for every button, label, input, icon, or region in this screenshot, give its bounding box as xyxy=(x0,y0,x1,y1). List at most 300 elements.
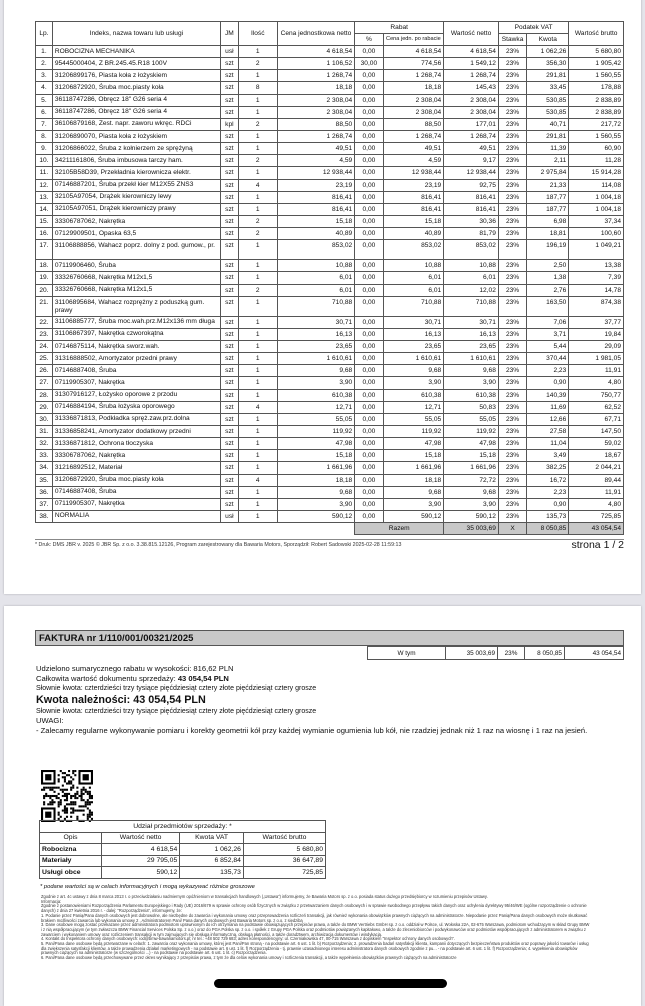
row-discount-price: 18,18 xyxy=(383,82,444,94)
table-row xyxy=(36,118,624,130)
totals-gross: 43 054,54 xyxy=(569,523,624,535)
row-name: 31106867397, Nakrętka czworokątna xyxy=(52,328,220,340)
row-lp: 9. xyxy=(36,143,53,155)
row-lp: 33. xyxy=(36,450,53,462)
row-lp: 8. xyxy=(36,130,53,142)
row-name: 31307916127, Łożysko oporowe z przodu xyxy=(52,389,220,401)
row-discount-price: 12 938,44 xyxy=(383,167,444,179)
col-net-value: Wartość netto xyxy=(444,22,499,46)
row-net: 9,68 xyxy=(444,365,499,377)
table-row xyxy=(36,130,624,142)
table-row xyxy=(36,438,624,450)
row-jm: szt xyxy=(220,70,238,82)
share-gross: 725,85 xyxy=(243,867,325,879)
row-vat: 1 062,26 xyxy=(527,46,569,58)
row-unit-price: 49,51 xyxy=(277,143,355,155)
row-discount-pct: 0,00 xyxy=(355,155,383,167)
row-vat-rate: 23% xyxy=(498,353,526,365)
row-name: 32105A97051, Drążek kierowniczy prawy xyxy=(52,203,220,215)
row-unit-price: 30,71 xyxy=(277,316,355,328)
row-discount-pct: 0,00 xyxy=(355,462,383,474)
row-discount-pct: 0,00 xyxy=(355,203,383,215)
row-lp: 16. xyxy=(36,228,53,240)
row-discount-pct: 0,00 xyxy=(355,272,383,284)
share-row xyxy=(40,844,326,856)
row-name: 33306787062, Nakrętka xyxy=(52,450,220,462)
row-vat-rate: 23% xyxy=(498,203,526,215)
row-name: 32105A97054, Drążek kierowniczy lewy xyxy=(52,191,220,203)
row-lp: 10. xyxy=(36,155,53,167)
row-discount-price: 9,68 xyxy=(383,486,444,498)
row-jm: szt xyxy=(220,203,238,215)
col-unit-price: Cena jednostkowa netto xyxy=(277,22,355,46)
row-net: 3,90 xyxy=(444,377,499,389)
row-qty: 1 xyxy=(238,486,277,498)
page-number: strona 1 / 2 xyxy=(571,539,624,551)
row-lp: 6. xyxy=(36,106,53,118)
row-qty: 1 xyxy=(238,377,277,389)
row-jm: szt xyxy=(220,340,238,352)
row-discount-pct: 0,00 xyxy=(355,191,383,203)
share-col-net: Wartość netto xyxy=(102,832,180,844)
row-jm: szt xyxy=(220,353,238,365)
row-lp: 4. xyxy=(36,82,53,94)
share-vat: 1 062,26 xyxy=(180,844,244,856)
row-gross: 11,28 xyxy=(569,155,624,167)
row-vat-rate: 23% xyxy=(498,498,526,510)
row-jm: szt xyxy=(220,377,238,389)
row-vat-rate: 23% xyxy=(498,260,526,272)
row-lp: 19. xyxy=(36,272,53,284)
row-jm: szt xyxy=(220,316,238,328)
row-vat-rate: 23% xyxy=(498,155,526,167)
row-qty: 1 xyxy=(238,438,277,450)
row-name: 31216892512, Materiał xyxy=(52,462,220,474)
row-vat-rate: 23% xyxy=(498,228,526,240)
row-discount-price: 55,05 xyxy=(383,413,444,425)
row-vat-rate: 23% xyxy=(498,167,526,179)
row-qty: 4 xyxy=(238,474,277,486)
col-vat-rate: Stawka xyxy=(498,34,526,46)
row-name: 33306787062, Nakrętka xyxy=(52,215,220,227)
share-col-vat: Kwota VAT xyxy=(180,832,244,844)
row-unit-price: 23,65 xyxy=(277,340,355,352)
table-row xyxy=(36,240,624,260)
row-qty: 1 xyxy=(238,203,277,215)
row-qty: 2 xyxy=(238,284,277,296)
row-name: ROBOCIZNA MECHANIKA xyxy=(52,46,220,58)
row-discount-price: 10,88 xyxy=(383,260,444,272)
row-qty: 1 xyxy=(238,70,277,82)
amount-in-words-1: Słownie kwota: czterdzieści trzy tysiące pięćdziesiąt cztery złote pięćdziesiąt cztery grosze xyxy=(36,685,317,692)
table-row xyxy=(36,155,624,167)
row-name: 36118747286, Obręcz 18" G26 seria 4 xyxy=(52,106,220,118)
row-discount-pct: 0,00 xyxy=(355,389,383,401)
row-discount-price: 47,98 xyxy=(383,438,444,450)
share-row xyxy=(40,867,326,879)
row-discount-pct: 0,00 xyxy=(355,94,383,106)
row-gross: 37,77 xyxy=(569,316,624,328)
table-row xyxy=(36,215,624,227)
share-col-gross: Wartość brutto xyxy=(243,832,325,844)
table-row xyxy=(36,413,624,425)
row-qty: 1 xyxy=(238,46,277,58)
row-vat-rate: 23% xyxy=(498,401,526,413)
row-vat: 5,44 xyxy=(527,340,569,352)
fine-print-paragraph: 1. Podanie przez Panią/Pana danych osobowych jest dobrowolne, ale niezbędne do zawarcia i wykonania umowy oraz przeprowadzenia rozliczeń transakcji, jak również wykonania obowiązków prawnych ciążących na administratorze. Niepodanie przez Panią/Pana danych osobowych może skutkować brakiem możliwości zawarcia lub wykonania umowy 2 . Administratorem Pani/ Pana danych osobowych jest Bawaria Motors sp. z o.o. z siedzibą xyxy=(41,912,588,923)
table-row xyxy=(36,70,624,82)
row-vat-rate: 23% xyxy=(498,316,526,328)
row-unit-price: 3,90 xyxy=(277,498,355,510)
row-qty: 2 xyxy=(238,58,277,70)
row-lp: 17. xyxy=(36,240,53,260)
row-qty: 1 xyxy=(238,498,277,510)
row-vat: 12,66 xyxy=(527,413,569,425)
row-net: 3,90 xyxy=(444,498,499,510)
row-discount-price: 12,71 xyxy=(383,401,444,413)
row-lp: 26. xyxy=(36,365,53,377)
row-lp: 35. xyxy=(36,474,53,486)
row-qty: 1 xyxy=(238,143,277,155)
row-unit-price: 15,18 xyxy=(277,215,355,227)
row-lp: 5. xyxy=(36,94,53,106)
row-name: 07146887408, Śruba xyxy=(52,486,220,498)
row-unit-price: 4 618,54 xyxy=(277,46,355,58)
row-qty: 1 xyxy=(238,260,277,272)
payment-summary xyxy=(36,664,616,736)
vat-summary-rate: 23% xyxy=(498,647,525,660)
fine-print-paragraph: 5. Pani/Pana dane osobowe będą przetwarzane w celach: 1. zawarcia oraz wykonania umowy, której jest Pani/Pan stroną - na podstawie art. 6 ust. 1 lit. b) Rozporządzenia; 2. prowadzenia badań satysfakcji klienta, kampanii dotyczących bezpieczeństwa produktów oraz poprawy jakości towarów i usług dla zwiększenia satysfakcji klientów, a także prowadzenia działań marketingowych - na podstawie art. 6 ust. 1 lit. f) Rozporządzenia - tj. prawnie uzasadnionego interesu administratora danych osobowych zgodnie z pu... - na podstawie art. 6 ust. 1 lit. f) Rozporządzenia; 4. wypełnienia obowiązków prawnych ciążących na administratorze (w szczególności ...) - na podstawie na podstawie art. 6 ust. 1 lit. c) Rozporządzenia. xyxy=(41,941,589,956)
row-discount-pct: 0,00 xyxy=(355,82,383,94)
row-vat: 2,50 xyxy=(527,260,569,272)
row-name: 07146887201, Śruba przekł kier M12X55 ZNS3 xyxy=(52,179,220,191)
table-row xyxy=(36,191,624,203)
row-lp: 3. xyxy=(36,70,53,82)
row-name: NORMALIA xyxy=(52,510,220,522)
table-row xyxy=(36,462,624,474)
row-unit-price: 47,98 xyxy=(277,438,355,450)
row-qty: 1 xyxy=(238,450,277,462)
row-net: 92,75 xyxy=(444,179,499,191)
row-unit-price: 1 610,61 xyxy=(277,353,355,365)
row-name: 07119906460, Śruba xyxy=(52,260,220,272)
row-vat: 33,45 xyxy=(527,82,569,94)
row-gross: 18,67 xyxy=(569,450,624,462)
row-name: 36106879168, Zest. napr. zaworu wkręc. RDCi xyxy=(52,118,220,130)
row-vat: 291,81 xyxy=(527,70,569,82)
row-name: 31206872920, Śruba moc.piasty koła xyxy=(52,82,220,94)
row-jm: usł xyxy=(220,46,238,58)
row-vat: 16,72 xyxy=(527,474,569,486)
row-discount-pct: 0,00 xyxy=(355,179,383,191)
row-vat: 530,85 xyxy=(527,106,569,118)
row-lp: 11. xyxy=(36,167,53,179)
row-gross: 4,80 xyxy=(569,377,624,389)
row-vat: 3,71 xyxy=(527,328,569,340)
row-vat-rate: 23% xyxy=(498,284,526,296)
row-name: 32105B58D39, Przekładnia kierownicza elektr. xyxy=(52,167,220,179)
row-vat-rate: 23% xyxy=(498,296,526,316)
col-qty: Ilość xyxy=(238,22,277,46)
col-gross-value: Wartość brutto xyxy=(569,22,624,46)
row-gross: 59,02 xyxy=(569,438,624,450)
row-gross: 2 044,21 xyxy=(569,462,624,474)
row-vat: 21,33 xyxy=(527,179,569,191)
row-vat-rate: 23% xyxy=(498,377,526,389)
row-name: 31206872920, Śruba moc.piasty koła xyxy=(52,474,220,486)
row-qty: 1 xyxy=(238,425,277,437)
row-gross: 11,91 xyxy=(569,365,624,377)
row-qty: 2 xyxy=(238,155,277,167)
row-discount-pct: 0,00 xyxy=(355,143,383,155)
row-discount-price: 30,71 xyxy=(383,316,444,328)
row-unit-price: 710,88 xyxy=(277,296,355,316)
row-discount-pct: 0,00 xyxy=(355,260,383,272)
row-unit-price: 119,92 xyxy=(277,425,355,437)
row-discount-pct: 0,00 xyxy=(355,486,383,498)
row-vat: 356,30 xyxy=(527,58,569,70)
row-jm: szt xyxy=(220,413,238,425)
row-net: 177,01 xyxy=(444,118,499,130)
row-gross: 1 981,05 xyxy=(569,353,624,365)
row-net: 50,83 xyxy=(444,401,499,413)
table-row xyxy=(36,401,624,413)
row-net: 16,13 xyxy=(444,328,499,340)
row-net: 12,02 xyxy=(444,284,499,296)
row-jm: szt xyxy=(220,215,238,227)
share-desc: Materiały xyxy=(40,855,102,867)
table-row xyxy=(36,228,624,240)
row-qty: 1 xyxy=(238,240,277,260)
table-row xyxy=(36,167,624,179)
row-vat-rate: 23% xyxy=(498,82,526,94)
row-discount-price: 15,18 xyxy=(383,215,444,227)
row-jm: szt xyxy=(220,179,238,191)
row-vat-rate: 23% xyxy=(498,438,526,450)
share-vat: 6 852,84 xyxy=(180,855,244,867)
row-lp: 31. xyxy=(36,425,53,437)
row-gross: 178,88 xyxy=(569,82,624,94)
amount-due: Kwota należności: 43 054,54 PLN xyxy=(36,694,206,706)
row-jm: szt xyxy=(220,284,238,296)
row-discount-price: 4 618,54 xyxy=(383,46,444,58)
row-net: 72,72 xyxy=(444,474,499,486)
share-col-desc: Opis xyxy=(40,832,102,844)
row-lp: 29. xyxy=(36,401,53,413)
table-row xyxy=(36,143,624,155)
row-discount-price: 40,89 xyxy=(383,228,444,240)
row-net: 4 618,54 xyxy=(444,46,499,58)
row-name: 34211161806, Śruba imbusowa tarczy ham. xyxy=(52,155,220,167)
row-lp: 25. xyxy=(36,353,53,365)
row-name: 31106895684, Wahacz rozprężny z poduszką gum. prawy xyxy=(52,296,220,316)
row-vat: 40,71 xyxy=(527,118,569,130)
row-unit-price: 18,18 xyxy=(277,474,355,486)
row-discount-pct: 0,00 xyxy=(355,46,383,58)
row-name: 31106888856, Wahacz poprz. dolny z pod. gumow., pr. xyxy=(52,240,220,260)
row-unit-price: 10,88 xyxy=(277,260,355,272)
row-lp: 22. xyxy=(36,316,53,328)
row-jm: szt xyxy=(220,389,238,401)
row-gross: 1 560,55 xyxy=(569,130,624,142)
row-gross: 7,39 xyxy=(569,272,624,284)
row-jm: szt xyxy=(220,130,238,142)
row-name: 31336858241, Amortyzator dodatkowy przedni xyxy=(52,425,220,437)
row-discount-pct: 0,00 xyxy=(355,284,383,296)
row-name: 07119905307, Nakrętka xyxy=(52,498,220,510)
row-vat: 187,77 xyxy=(527,203,569,215)
row-net: 1 268,74 xyxy=(444,130,499,142)
row-vat-rate: 23% xyxy=(498,106,526,118)
col-lp: Lp. xyxy=(36,22,53,46)
row-vat-rate: 23% xyxy=(498,240,526,260)
row-jm: szt xyxy=(220,486,238,498)
row-lp: 30. xyxy=(36,413,53,425)
row-unit-price: 12 938,44 xyxy=(277,167,355,179)
invoice-page-2 xyxy=(4,606,641,1006)
col-vat-group: Podatek VAT xyxy=(498,22,568,34)
col-discount-group: Rabat xyxy=(355,22,444,34)
row-vat-rate: 23% xyxy=(498,510,526,522)
row-vat: 291,81 xyxy=(527,130,569,142)
vat-summary-label: W tym xyxy=(368,647,446,660)
row-name: 33326760668, Nakrętka M12x1,5 xyxy=(52,272,220,284)
row-gross: 114,08 xyxy=(569,179,624,191)
totals-row xyxy=(36,523,624,535)
vat-summary-table xyxy=(367,646,624,660)
table-row xyxy=(36,389,624,401)
row-discount-pct: 0,00 xyxy=(355,240,383,260)
row-unit-price: 12,71 xyxy=(277,401,355,413)
row-vat: 11,69 xyxy=(527,401,569,413)
row-gross: 5 680,80 xyxy=(569,46,624,58)
row-discount-pct: 0,00 xyxy=(355,401,383,413)
row-lp: 36. xyxy=(36,486,53,498)
row-net: 55,05 xyxy=(444,413,499,425)
row-gross: 62,52 xyxy=(569,401,624,413)
totals-vat: 8 050,85 xyxy=(527,523,569,535)
row-jm: szt xyxy=(220,228,238,240)
row-lp: 20. xyxy=(36,284,53,296)
sales-share-caption: Udział przedmiotów sprzedaży: * xyxy=(40,821,326,833)
row-lp: 38. xyxy=(36,510,53,522)
row-unit-price: 1 106,52 xyxy=(277,58,355,70)
row-name: 07119905307, Nakrętka xyxy=(52,377,220,389)
row-qty: 1 xyxy=(238,167,277,179)
row-discount-price: 1 610,61 xyxy=(383,353,444,365)
row-lp: 15. xyxy=(36,215,53,227)
row-vat-rate: 23% xyxy=(498,365,526,377)
sales-share-table xyxy=(39,820,326,879)
row-discount-pct: 0,00 xyxy=(355,425,383,437)
row-discount-price: 1 661,96 xyxy=(383,462,444,474)
row-qty: 1 xyxy=(238,462,277,474)
table-row xyxy=(36,486,624,498)
row-vat: 196,19 xyxy=(527,240,569,260)
row-net: 6,01 xyxy=(444,272,499,284)
row-gross: 67,71 xyxy=(569,413,624,425)
table-row xyxy=(36,365,624,377)
share-gross: 36 647,89 xyxy=(243,855,325,867)
row-discount-pct: 0,00 xyxy=(355,365,383,377)
row-net: 23,65 xyxy=(444,340,499,352)
row-vat-rate: 23% xyxy=(498,130,526,142)
row-discount-price: 119,92 xyxy=(383,425,444,437)
row-vat: 27,58 xyxy=(527,425,569,437)
row-gross: 725,85 xyxy=(569,510,624,522)
table-row xyxy=(36,179,624,191)
row-name: 36118747286, Obręcz 18" G26 seria 4 xyxy=(52,94,220,106)
row-qty: 1 xyxy=(238,191,277,203)
row-vat: 135,73 xyxy=(527,510,569,522)
row-vat: 2,76 xyxy=(527,284,569,296)
row-qty: 1 xyxy=(238,316,277,328)
row-vat-rate: 23% xyxy=(498,215,526,227)
row-unit-price: 16,13 xyxy=(277,328,355,340)
row-name: 07146884194, Śruba łożyska oporowego xyxy=(52,401,220,413)
row-vat-rate: 23% xyxy=(498,389,526,401)
row-discount-price: 3,90 xyxy=(383,498,444,510)
row-jm: szt xyxy=(220,450,238,462)
row-qty: 1 xyxy=(238,340,277,352)
row-jm: szt xyxy=(220,82,238,94)
row-net: 1 661,96 xyxy=(444,462,499,474)
row-jm: szt xyxy=(220,401,238,413)
share-row xyxy=(40,855,326,867)
row-unit-price: 23,19 xyxy=(277,179,355,191)
row-gross: 19,84 xyxy=(569,328,624,340)
row-unit-price: 853,02 xyxy=(277,240,355,260)
row-jm: szt xyxy=(220,240,238,260)
row-discount-pct: 0,00 xyxy=(355,316,383,328)
table-row xyxy=(36,296,624,316)
fine-print-paragraph: 3. Dane osobowe mogą zostać przekazane przez administratora podmiotom uprawnionym do ich otrzymania na podstawie obowiązujących przepisów prawa, a także do BMW Vertriebs GmbH sp. z o.o. oddział w Polsce, ul. Wołoska 22A, 02-675 Warszawa, podmiotom wchodzącym w skład Grupy BMW i z nią współpracującym (w tym zwłaszcza BMW Financial Services Polska Sp. z o.o.) oraz do PGA Polska sp. z o.o. i spółek z Grupy PGA Polska oraz podmiotów powiązanych kapitałowo, a także do zleceniobiorców i podwykonawców oraz podmiotów współpracujących z administratorem w związku z zawarciem i wykonaniem umowy oraz rozliczeniem transakcji w tym zajmujących się obsługą informatyczną, obsługą płatności, a także doradztwem, archiwizacją dokumentów i windykacją. xyxy=(41,922,590,937)
row-jm: szt xyxy=(220,58,238,70)
row-vat-rate: 23% xyxy=(498,118,526,130)
vat-summary-gross: 43 054,54 xyxy=(565,647,624,660)
table-row xyxy=(36,510,624,522)
row-discount-price: 6,01 xyxy=(383,272,444,284)
row-qty: 1 xyxy=(238,106,277,118)
row-jm: szt xyxy=(220,425,238,437)
row-gross: 37,34 xyxy=(569,215,624,227)
total-document-label: Całkowita wartość dokumentu sprzedaży: xyxy=(36,674,178,683)
row-vat: 0,90 xyxy=(527,498,569,510)
row-net: 1 268,74 xyxy=(444,70,499,82)
row-qty: 4 xyxy=(238,401,277,413)
table-row xyxy=(36,425,624,437)
row-unit-price: 9,68 xyxy=(277,365,355,377)
table-row xyxy=(36,498,624,510)
row-qty: 1 xyxy=(238,353,277,365)
row-net: 15,18 xyxy=(444,450,499,462)
total-document-line xyxy=(36,674,616,684)
row-vat-rate: 23% xyxy=(498,328,526,340)
row-discount-price: 18,18 xyxy=(383,474,444,486)
row-net: 816,41 xyxy=(444,203,499,215)
row-discount-price: 1 268,74 xyxy=(383,130,444,142)
row-unit-price: 15,18 xyxy=(277,450,355,462)
row-lp: 2. xyxy=(36,58,53,70)
table-row xyxy=(36,272,624,284)
row-unit-price: 55,05 xyxy=(277,413,355,425)
row-jm: szt xyxy=(220,498,238,510)
row-discount-price: 590,12 xyxy=(383,510,444,522)
row-discount-pct: 0,00 xyxy=(355,215,383,227)
qr-code xyxy=(41,770,93,822)
share-vat: 135,73 xyxy=(180,867,244,879)
totals-net: 35 003,69 xyxy=(444,523,499,535)
